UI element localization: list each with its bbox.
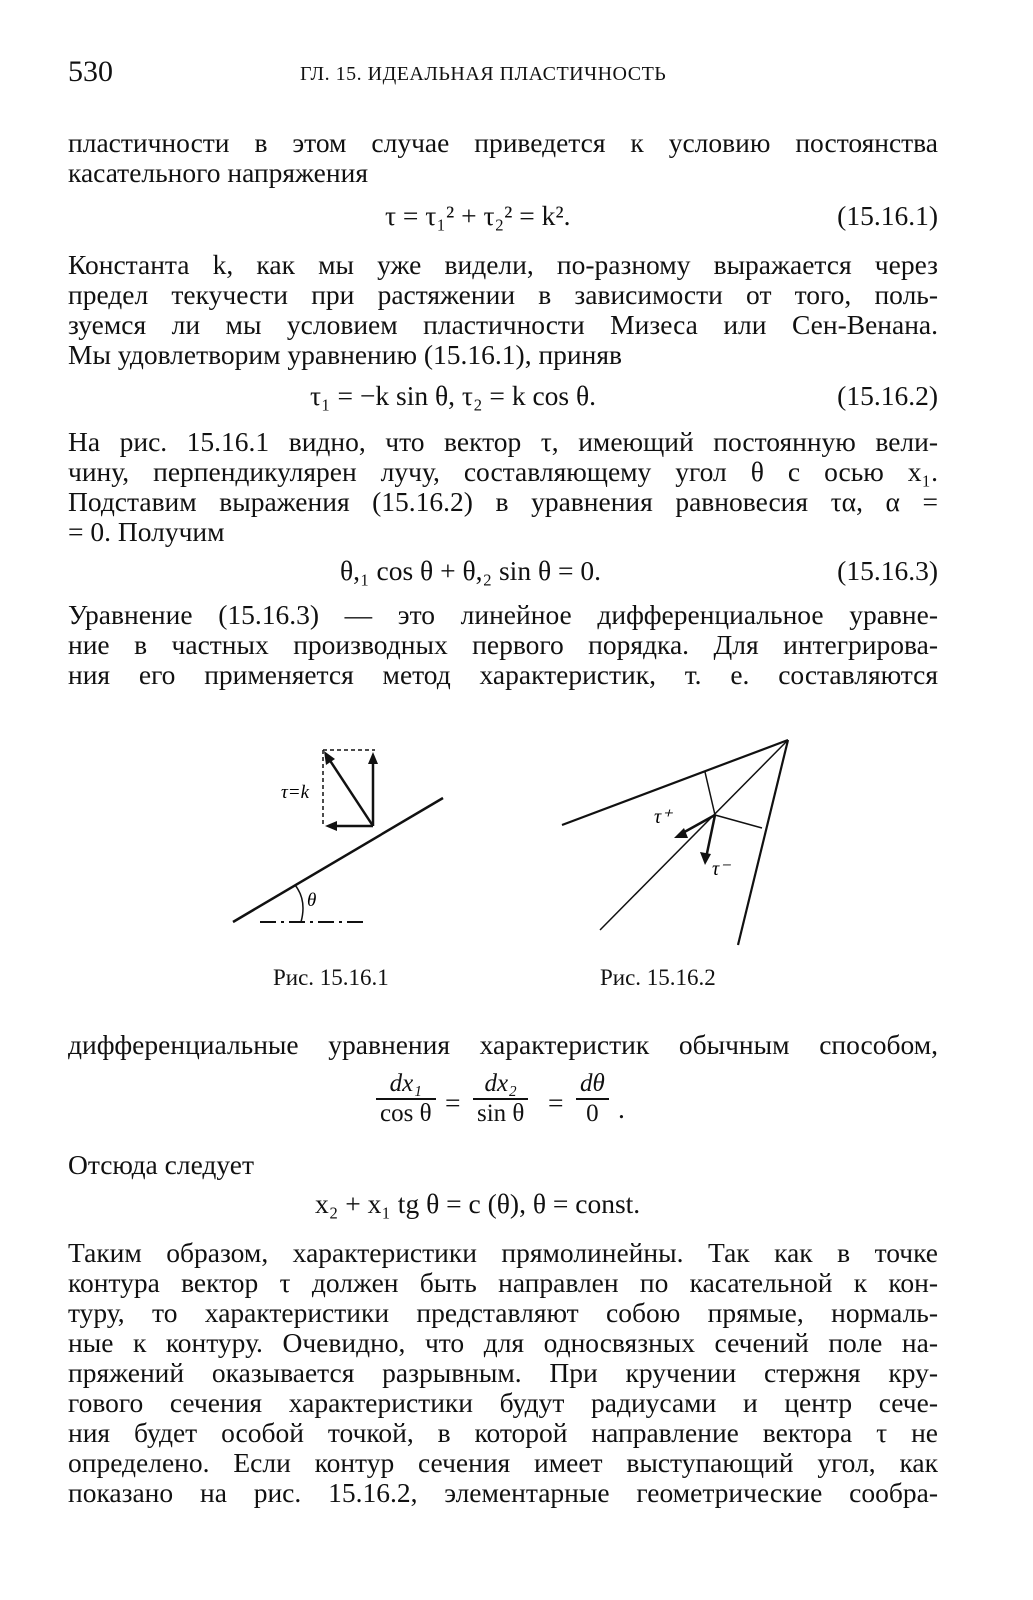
page-number: 530 — [68, 55, 113, 88]
text-line: Подставим выражения (15.16.2) в уравнения равновесия τα, α = — [68, 486, 938, 517]
text-line: туру, то характеристики представляют собою прямые, нормаль- — [68, 1297, 938, 1328]
running-head: ГЛ. 15. ИДЕАЛЬНАЯ ПЛАСТИЧНОСТЬ — [300, 63, 667, 85]
equation-number: (15.16.2) — [837, 380, 938, 411]
text-line: контура вектор τ должен быть направлен по касательной к кон- — [68, 1267, 938, 1298]
fraction — [376, 1070, 436, 1128]
normal-lower — [715, 815, 762, 828]
numerator: dx₂ — [473, 1070, 528, 1100]
figure-15-16-1 — [225, 740, 465, 930]
period: . — [618, 1093, 625, 1124]
denominator: cos θ — [380, 1100, 432, 1127]
text-line: Таким образом, характеристики прямолинейны. Так как в точке — [68, 1237, 938, 1268]
equation-15-16-3: θ,₁ cos θ + θ,₂ sin θ = 0. — [340, 555, 602, 586]
text-line: На рис. 15.16.1 видно, что вектор τ, имеющий постоянную вели- — [68, 426, 938, 457]
text-line: пластичности в этом случае приведется к условию постоянства — [68, 127, 938, 158]
text-line: Отсюда следует — [68, 1149, 255, 1180]
tau-vector — [327, 756, 373, 826]
text-line: ние в частных производных первого порядка. Для интегрирова- — [68, 629, 938, 660]
text-line: Константа k, как мы уже видели, по-разному выражается через — [68, 249, 938, 280]
equation-characteristics: x₂ + x₁ tg θ = c (θ), θ = const. — [315, 1188, 641, 1219]
tau-minus-label: τ⁻ — [712, 858, 730, 880]
arrowhead — [325, 821, 337, 831]
ray-line — [233, 798, 443, 922]
equation-number: (15.16.3) — [837, 555, 938, 586]
fraction — [576, 1070, 609, 1128]
text-line: определено. Если контур сечения имеет выступающий угол, как — [68, 1447, 938, 1478]
bisector-line — [600, 740, 788, 930]
fraction — [473, 1070, 528, 1128]
arrowhead — [700, 852, 711, 865]
figure-caption: Рис. 15.16.2 — [600, 965, 716, 990]
text-line: предел текучести при растяжении в зависимости от того, поль- — [68, 279, 938, 310]
arrowhead — [368, 752, 378, 764]
arrowhead — [324, 751, 335, 765]
tau-plus-label: τ⁺ — [654, 806, 672, 828]
denominator: 0 — [586, 1100, 599, 1127]
tau-label: τ=k — [281, 782, 310, 803]
text-line: чину, перпендикулярен лучу, составляющему угол θ с осью x₁. — [68, 456, 938, 487]
text-line: гового сечения характеристики будут радиусами и центр сече- — [68, 1387, 938, 1418]
text-line: Уравнение (15.16.3) — это линейное дифференциальное уравне- — [68, 599, 938, 630]
contour-edge-lower — [738, 740, 788, 945]
numerator: dx₁ — [376, 1070, 436, 1100]
arrowhead — [674, 828, 688, 838]
page-header — [68, 55, 938, 95]
text-line: = 0. Получим — [68, 516, 225, 547]
text-line: ния будет особой точкой, в которой направление вектора τ не — [68, 1417, 938, 1448]
text-line: касательного напряжения — [68, 157, 368, 188]
equation-15-16-2: τ₁ = −k sin θ, τ₂ = k cos θ. — [310, 380, 597, 411]
denominator: sin θ — [477, 1100, 525, 1127]
figure-15-16-2 — [560, 735, 800, 950]
numerator: dθ — [576, 1070, 609, 1100]
text-line: показано на рис. 15.16.2, элементарные геометрические сообра- — [68, 1477, 938, 1508]
equals-sign: = — [445, 1087, 461, 1118]
text-line: Мы удовлетворим уравнению (15.16.1), приняв — [68, 339, 622, 370]
equation-number: (15.16.1) — [837, 200, 938, 231]
contour-edge-upper — [562, 740, 788, 825]
theta-label: θ — [307, 890, 317, 911]
figure-caption: Рис. 15.16.1 — [273, 965, 389, 990]
text-line: зуемся ли мы условием пластичности Мизеса или Сен-Венана. — [68, 309, 938, 340]
theta-arc — [295, 885, 303, 922]
text-line: дифференциальные уравнения характеристик обычным способом, — [68, 1029, 938, 1060]
equals-sign: = — [548, 1087, 564, 1118]
text-line: ные к контуру. Очевидно, что для односвязных сечений поле на- — [68, 1327, 938, 1358]
text-line: пряжений оказывается разрывным. При кручении стержня кру- — [68, 1357, 938, 1388]
normal-upper — [705, 772, 715, 815]
text-line: ния его применяется метод характеристик, т. е. составляются — [68, 659, 938, 690]
equation-15-16-1: τ = τ₁² + τ₂² = k². — [385, 200, 571, 231]
